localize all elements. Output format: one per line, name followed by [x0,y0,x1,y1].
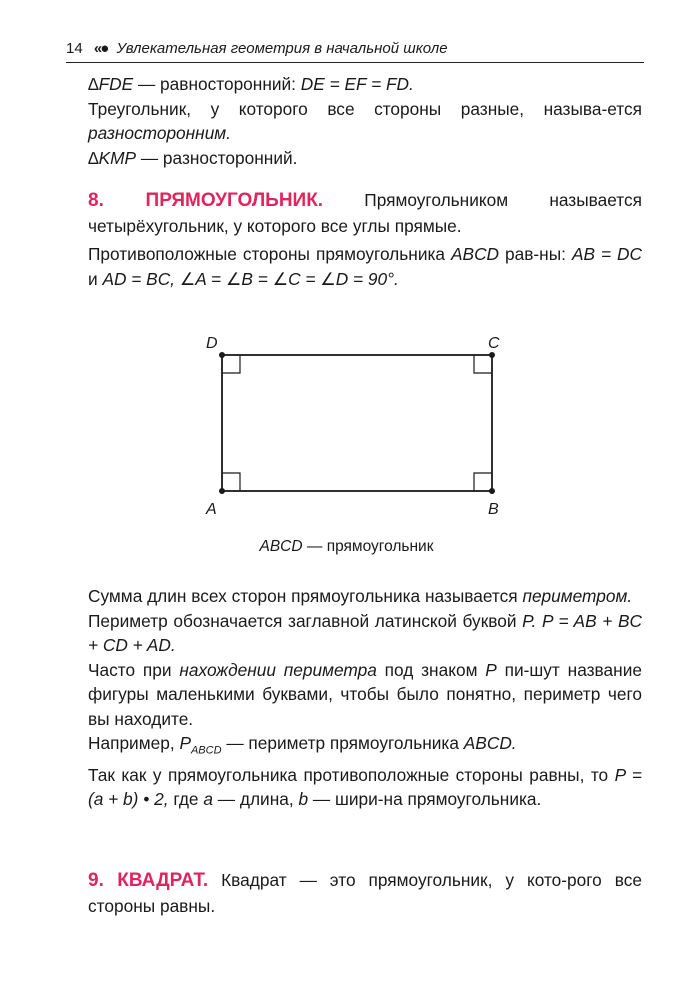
perimeter-example: Например, $P_{ABCD}$ — периметр прямоугольника ABCD. [88,733,517,757]
perimeter-notation: Периметр обозначается заглавной латинской буквой P. P = AB + BC + CD + AD. [88,610,642,655]
right-angle-a [222,473,240,491]
label-d: D [206,335,218,352]
fde-line: ∆FDE — равносторонний: DE = EF = FD. [88,74,414,94]
section-square [88,868,642,918]
section-heading-rectangle: 8. ПРЯМОУГОЛЬНИК. [88,190,324,211]
right-angle-c [474,355,492,373]
vertex-c [489,352,495,358]
book-title: Увлекательная геометрия в начальной школе [116,40,448,57]
perimeter-subscript-note: Часто при нахождении периметра под знаком P пи-шут название фигуры маленькими буквами, чтобы было понятно, периметр чего вы находите. [88,659,642,729]
square-definition: 9. КВАДРАТ. Квадрат — это прямоугольник, у кото-рого все стороны равны. [88,870,642,916]
perimeter-formula: Так как у прямоугольника противоположные стороны равны, то P = (a + b) • 2, где a — длина, b — шири-на прямоугольника. [88,764,642,810]
rectangle-diagram [190,330,520,530]
right-angle-d [222,355,240,373]
vertex-d [219,352,225,358]
rectangle-definition: 8. ПРЯМОУГОЛЬНИК. Прямоугольником называется четырёхугольник, у которого все углы прямые. [88,190,642,236]
rectangle-shape [222,355,492,491]
figure-caption: ABCD — прямоугольник [259,538,434,555]
rectangle-figure [190,330,520,530]
page-number: 14 [66,40,83,57]
rectangle-properties: Противоположные стороны прямоугольника ABCD рав-ны: AB = DC и AD = BC, ∠A = ∠B = ∠C = ∠D = 90°. [88,244,642,289]
vertex-b [489,488,495,494]
section-rectangle [88,188,642,291]
label-c: C [488,335,500,352]
perimeter-text [88,584,642,812]
label-b: B [488,501,499,518]
right-angle-b [474,473,492,491]
page-header [66,40,644,64]
scalene-definition: Треугольник, у которого все стороны разные, называ-ется разносторонним. [88,98,642,143]
label-a: A [206,501,217,518]
perimeter-definition: Сумма длин всех сторон прямоугольника называется периметром. [88,586,633,606]
header-marks-icon: «● [93,40,108,57]
triangle-text [88,72,642,170]
section-heading-square: 9. КВАДРАТ. [88,870,209,891]
kmp-line: ∆KMP — разносторонний. [88,147,298,168]
header-rule [66,62,644,63]
vertex-a [219,488,225,494]
